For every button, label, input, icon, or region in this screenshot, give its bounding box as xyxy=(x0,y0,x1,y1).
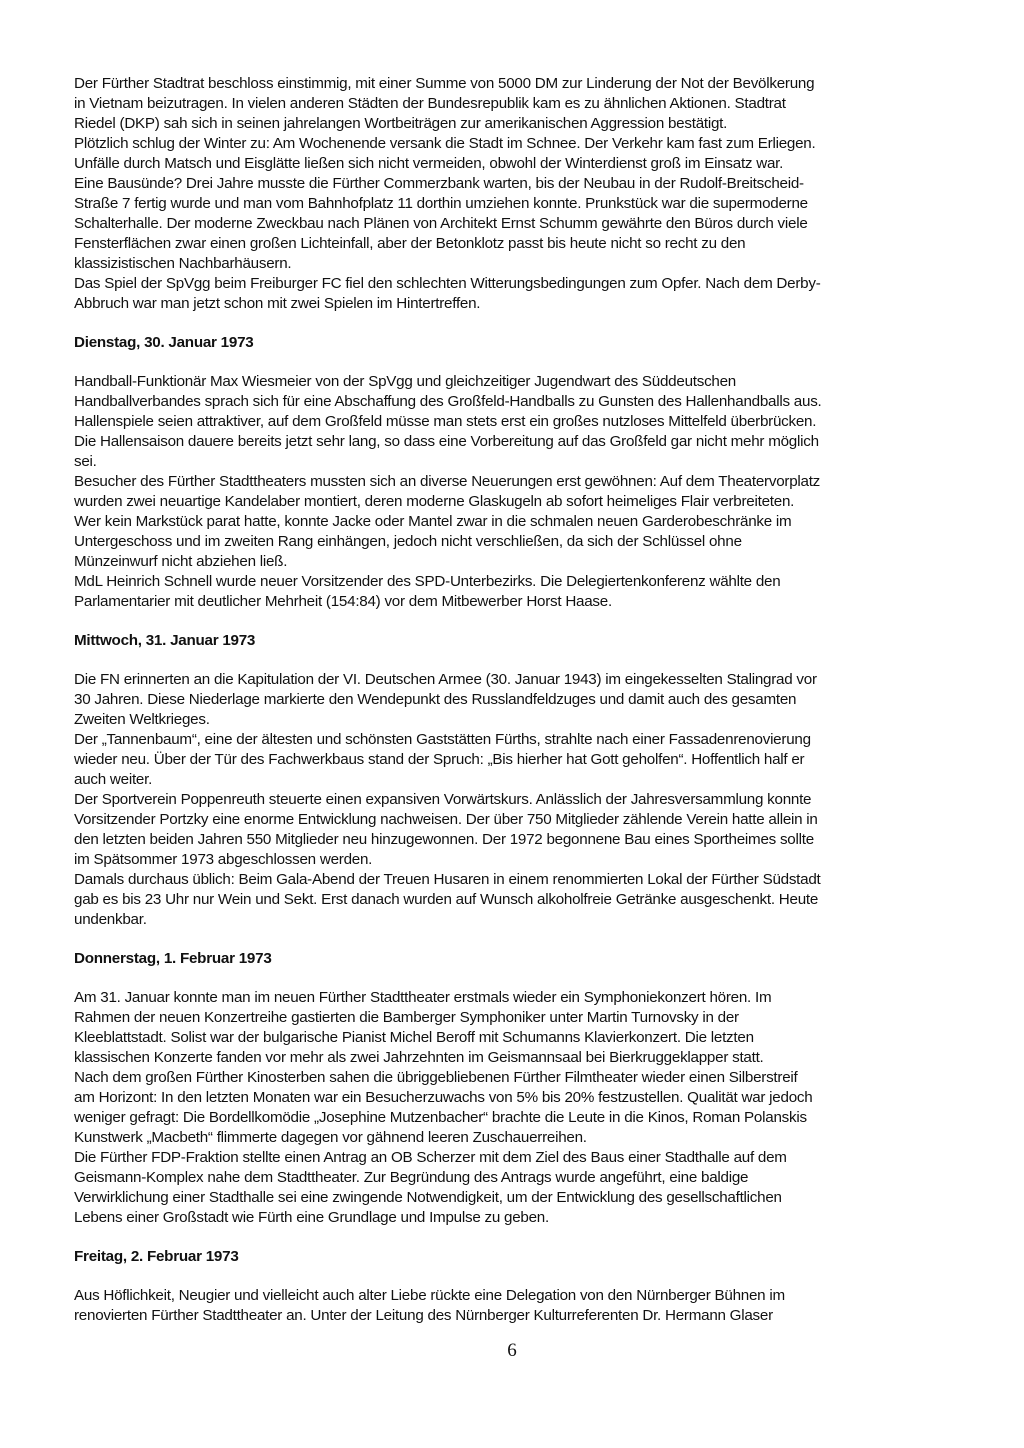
text-line: Plötzlich schlug der Winter zu: Am Wochenende versank die Stadt im Schnee. Der Verkehr kam fast zum Erliegen. xyxy=(74,135,816,152)
text-line: Der „Tannenbaum“, eine der ältesten und schönsten Gaststätten Fürths, strahlte nach einer Fassadenrenovierung xyxy=(74,731,811,748)
text-line: Das Spiel der SpVgg beim Freiburger FC fiel den schlechten Witterungsbedingungen zum Opfer. Nach dem Derby- xyxy=(74,275,821,292)
date-heading: Donnerstag, 1. Februar 1973 xyxy=(74,950,272,967)
text-line: Die Hallensaison dauere bereits jetzt sehr lang, so dass eine Vorbereitung auf das Großfeld gar nicht mehr möglich xyxy=(74,433,819,450)
text-line: Münzeinwurf nicht abziehen ließ. xyxy=(74,553,288,570)
section-continuation xyxy=(74,74,964,314)
text-line: renovierten Fürther Stadttheater an. Unter der Leitung des Nürnberger Kulturreferenten Dr. Hermann Glaser xyxy=(74,1307,773,1324)
text-line: gab es bis 23 Uhr nur Wein und Sekt. Erst danach wurden auf Wunsch alkoholfreie Getränke ausgeschenkt. Heute xyxy=(74,891,819,908)
text-line: wieder neu. Über der Tür des Fachwerkbaus stand der Spruch: „Bis hierher hat Gott geholfen“. Hoffentlich half er xyxy=(74,751,805,768)
text-line: Unfälle durch Matsch und Eisglätte ließen sich nicht vermeiden, obwohl der Winterdienst groß im Einsatz war. xyxy=(74,155,784,172)
date-heading: Dienstag, 30. Januar 1973 xyxy=(74,334,254,351)
text-line: 30 Jahren. Diese Niederlage markierte den Wendepunkt des Russlandfeldzuges und damit auch des gesamten xyxy=(74,691,797,708)
text-line: Aus Höflichkeit, Neugier und vielleicht auch alter Liebe rückte eine Delegation von den Nürnberger Bühnen im xyxy=(74,1287,785,1304)
text-line: Rahmen der neuen Konzertreihe gastierten die Bamberger Symphoniker unter Martin Turnovsky in der xyxy=(74,1009,739,1026)
text-line: Hallenspiele seien attraktiver, auf dem Großfeld müsse man stets erst ein großes nutzloses Mittelfeld überbrücken. xyxy=(74,413,817,430)
text-line: Verwirklichung einer Stadthalle sei eine zwingende Notwendigkeit, um der Entwicklung des gesellschaftlichen xyxy=(74,1189,782,1206)
text-line: in Vietnam beizutragen. In vielen anderen Städten der Bundesrepublik kam es zu ähnlichen Aktionen. Stadtrat xyxy=(74,95,786,112)
text-line: Die FN erinnerten an die Kapitulation der VI. Deutschen Armee (30. Januar 1943) im eingekesselten Stalingrad vor xyxy=(74,671,817,688)
date-heading: Freitag, 2. Februar 1973 xyxy=(74,1248,239,1265)
text-line: Die Fürther FDP-Fraktion stellte einen Antrag an OB Scherzer mit dem Ziel des Baus einer Stadthalle auf dem xyxy=(74,1149,787,1166)
text-line: Nach dem großen Fürther Kinosterben sahen die übriggebliebenen Fürther Filmtheater wieder einen Silberstreif xyxy=(74,1069,798,1086)
section-dienstag xyxy=(74,372,964,612)
text-line: undenkbar. xyxy=(74,911,147,928)
text-line: Schalterhalle. Der moderne Zweckbau nach Plänen von Architekt Ernst Schumm gewährte den Büros durch viele xyxy=(74,215,808,232)
text-line: Riedel (DKP) sah sich in seinen jahrelangen Wortbeiträgen zur amerikanischen Aggression bestätigt. xyxy=(74,115,728,132)
date-heading: Mittwoch, 31. Januar 1973 xyxy=(74,632,256,649)
text-line: Untergeschoss und im zweiten Rang einhängen, jedoch nicht verschließen, da sich der Schlüssel ohne xyxy=(74,533,742,550)
text-line: Kleeblattstadt. Solist war der bulgarische Pianist Michel Beroff mit Schumanns Klavierkonzert. Die letzten xyxy=(74,1029,754,1046)
section-donnerstag xyxy=(74,988,964,1228)
text-line: wurden zwei neuartige Kandelaber montiert, deren moderne Glaskugeln ab sofort heimeliges Flair verbreiteten. xyxy=(74,493,795,510)
text-line: Am 31. Januar konnte man im neuen Fürther Stadttheater erstmals wieder ein Symphoniekonzert hören. Im xyxy=(74,989,772,1006)
text-line: Der Sportverein Poppenreuth steuerte einen expansiven Vorwärtskurs. Anlässlich der Jahresversammlung konnte xyxy=(74,791,812,808)
text-line: Zweiten Weltkrieges. xyxy=(74,711,210,728)
text-line: klassizistischen Nachbarhäusern. xyxy=(74,255,292,272)
text-line: sei. xyxy=(74,453,97,470)
text-line: den letzten beiden Jahren 550 Mitglieder neu hinzugewonnen. Der 1972 begonnene Bau eines Sportheimes sollte xyxy=(74,831,814,848)
text-line: Geismann-Komplex nahe dem Stadttheater. Zur Begründung des Antrags wurde angeführt, eine baldige xyxy=(74,1169,749,1186)
text-line: Parlamentarier mit deutlicher Mehrheit (154:84) vor dem Mitbewerber Horst Haase. xyxy=(74,593,612,610)
text-line: Fensterflächen zwar einen großen Lichteinfall, aber der Betonklotz passt bis heute nicht so recht zu den xyxy=(74,235,746,252)
text-line: Lebens einer Großstadt wie Fürth eine Grundlage und Impulse zu geben. xyxy=(74,1209,549,1226)
text-line: Vorsitzender Portzky eine enorme Entwicklung nachweisen. Der über 750 Mitglieder zählende Verein hatte allein in xyxy=(74,811,818,828)
text-line: auch weiter. xyxy=(74,771,153,788)
text-line: Wer kein Markstück parat hatte, konnte Jacke oder Mantel zwar in die schmalen neuen Garderobeschränke im xyxy=(74,513,792,530)
text-line: Kunstwerk „Macbeth“ flimmerte dagegen vor gähnend leeren Zuschauerreihen. xyxy=(74,1129,587,1146)
text-line: Abbruch war man jetzt schon mit zwei Spielen im Hintertreffen. xyxy=(74,295,481,312)
text-line: am Horizont: In den letzten Monaten war ein Besucherzuwachs von 5% bis 20% festzustellen. Qualität war jedoch xyxy=(74,1089,813,1106)
text-line: klassischen Konzerte fanden vor mehr als zwei Jahrzehnten im Geismannsaal bei Bierkruggeklapper statt. xyxy=(74,1049,764,1066)
text-line: Eine Bausünde? Drei Jahre musste die Fürther Commerzbank warten, bis der Neubau in der Rudolf-Breitscheid- xyxy=(74,175,804,192)
section-mittwoch xyxy=(74,670,964,930)
document-page xyxy=(74,74,964,1326)
text-line: Der Fürther Stadtrat beschloss einstimmig, mit einer Summe von 5000 DM zur Linderung der Not der Bevölkerung xyxy=(74,75,815,92)
page-number: 6 xyxy=(507,1340,517,1361)
section-freitag xyxy=(74,1286,964,1326)
text-line: Damals durchaus üblich: Beim Gala-Abend der Treuen Husaren in einem renommierten Lokal der Fürther Südstadt xyxy=(74,871,821,888)
text-line: weniger gefragt: Die Bordellkomödie „Josephine Mutzenbacher“ brachte die Leute in die Kinos, Roman Polanskis xyxy=(74,1109,807,1126)
text-line: Handball-Funktionär Max Wiesmeier von der SpVgg und gleichzeitiger Jugendwart des Süddeutschen xyxy=(74,373,737,390)
text-line: Straße 7 fertig wurde und man vom Bahnhofplatz 11 dorthin umziehen konnte. Prunkstück war die supermoderne xyxy=(74,195,808,212)
text-line: Handballverbandes sprach sich für eine Abschaffung des Großfeld-Handballs zu Gunsten des Hallenhandballs aus. xyxy=(74,393,822,410)
text-line: MdL Heinrich Schnell wurde neuer Vorsitzender des SPD-Unterbezirks. Die Delegiertenkonferenz wählte den xyxy=(74,573,781,590)
text-line: im Spätsommer 1973 abgeschlossen werden. xyxy=(74,851,373,868)
text-line: Besucher des Fürther Stadttheaters mussten sich an diverse Neuerungen erst gewöhnen: Auf dem Theatervorplatz xyxy=(74,473,821,490)
